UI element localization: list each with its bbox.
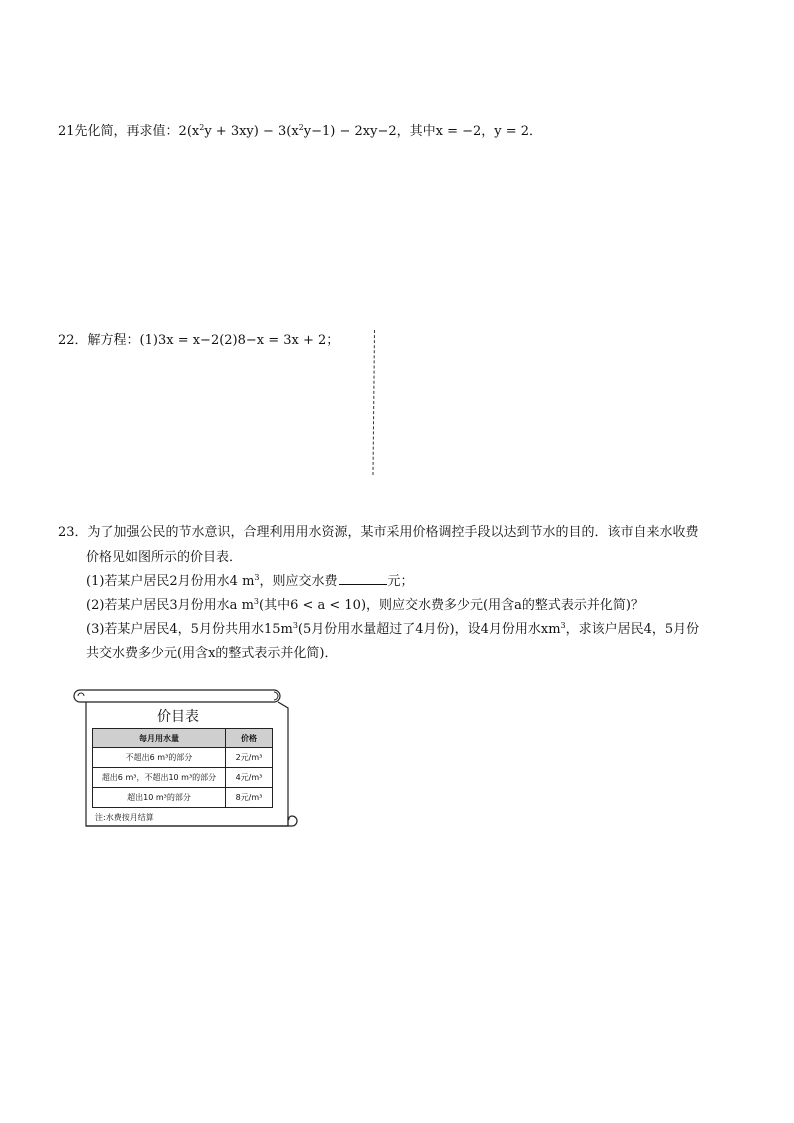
table-row: [93, 768, 273, 788]
q23-p1-text-b: ，则应交水费: [259, 574, 338, 589]
row-range: 超出10 m³的部分: [93, 788, 226, 808]
q23-p3-text-b: (5月份用水量超过了4月份)，设4月份用水xm: [297, 622, 561, 637]
q21-text-a: y + 3xy) − 3(x: [204, 124, 299, 139]
q23-p2-text: (2)若某户居民3月份用水a m: [86, 598, 254, 613]
dashed-divider: [372, 330, 375, 475]
q23-line-2: 价格见如图所示的价目表．: [86, 550, 243, 565]
q23-part-2: [86, 594, 644, 618]
price-table: [92, 728, 273, 808]
row-range: 不超出6 m³的部分: [93, 748, 226, 768]
q23-part-3: [86, 618, 699, 642]
q21-text-prefix: 21先化简，再求值：2(x: [58, 124, 200, 139]
q21-exponent: 2: [199, 123, 205, 132]
table-row: [93, 748, 273, 768]
q23-p3-text: (3)若某户居民4，5月份共用水15m: [86, 622, 293, 637]
q23-p1-text-c: 元；: [387, 574, 414, 589]
row-price: 2元/m³: [226, 748, 273, 768]
q23-line-last: 共交水费多少元(用含x的整式表示并化简)．: [86, 646, 338, 661]
q23-exponent: 3: [254, 573, 260, 582]
row-range: 超出6 m³，不超出10 m³的部分: [93, 768, 226, 788]
header-price: 价格: [226, 729, 273, 748]
question-21: [58, 120, 542, 144]
header-usage: 每月用水量: [93, 729, 226, 748]
table-header-row: [93, 729, 273, 748]
table-row: [93, 788, 273, 808]
q23-exponent: 3: [560, 621, 566, 630]
q23-p3-text-c: ，求该户居民4，5月份: [565, 622, 700, 637]
q23-exponent: 3: [253, 597, 259, 606]
q23-line-1: 23．为了加强公民的节水意识，合理利用用水资源，某市采用价格调控手段以达到节水的目的．该市自来水收费: [58, 525, 699, 540]
question-22: [58, 329, 339, 353]
q21-exponent: 2: [298, 123, 304, 132]
answer-blank[interactable]: [339, 572, 387, 585]
price-scroll: [70, 688, 298, 833]
row-price: 8元/m³: [226, 788, 273, 808]
q23-p1-text: (1)若某户居民2月份用水4 m: [86, 574, 255, 589]
q21-text-b: y−1) − 2xy−2，其中x = −2，y = 2．: [303, 124, 543, 139]
row-price: 4元/m³: [226, 768, 273, 788]
price-table-title: 价目表: [157, 709, 199, 725]
q22-text: 22．解方程：(1)3x = x−2(2)8−x = 3x + 2；: [58, 333, 340, 348]
q23-exponent: 3: [292, 621, 298, 630]
q23-part-1: [86, 570, 414, 594]
price-table-note: 注:水费按月结算: [95, 813, 154, 822]
q23-p2-text-b: (其中6 < a < 10)，则应交水费多少元(用含a的整式表示并化简)？: [259, 598, 644, 613]
